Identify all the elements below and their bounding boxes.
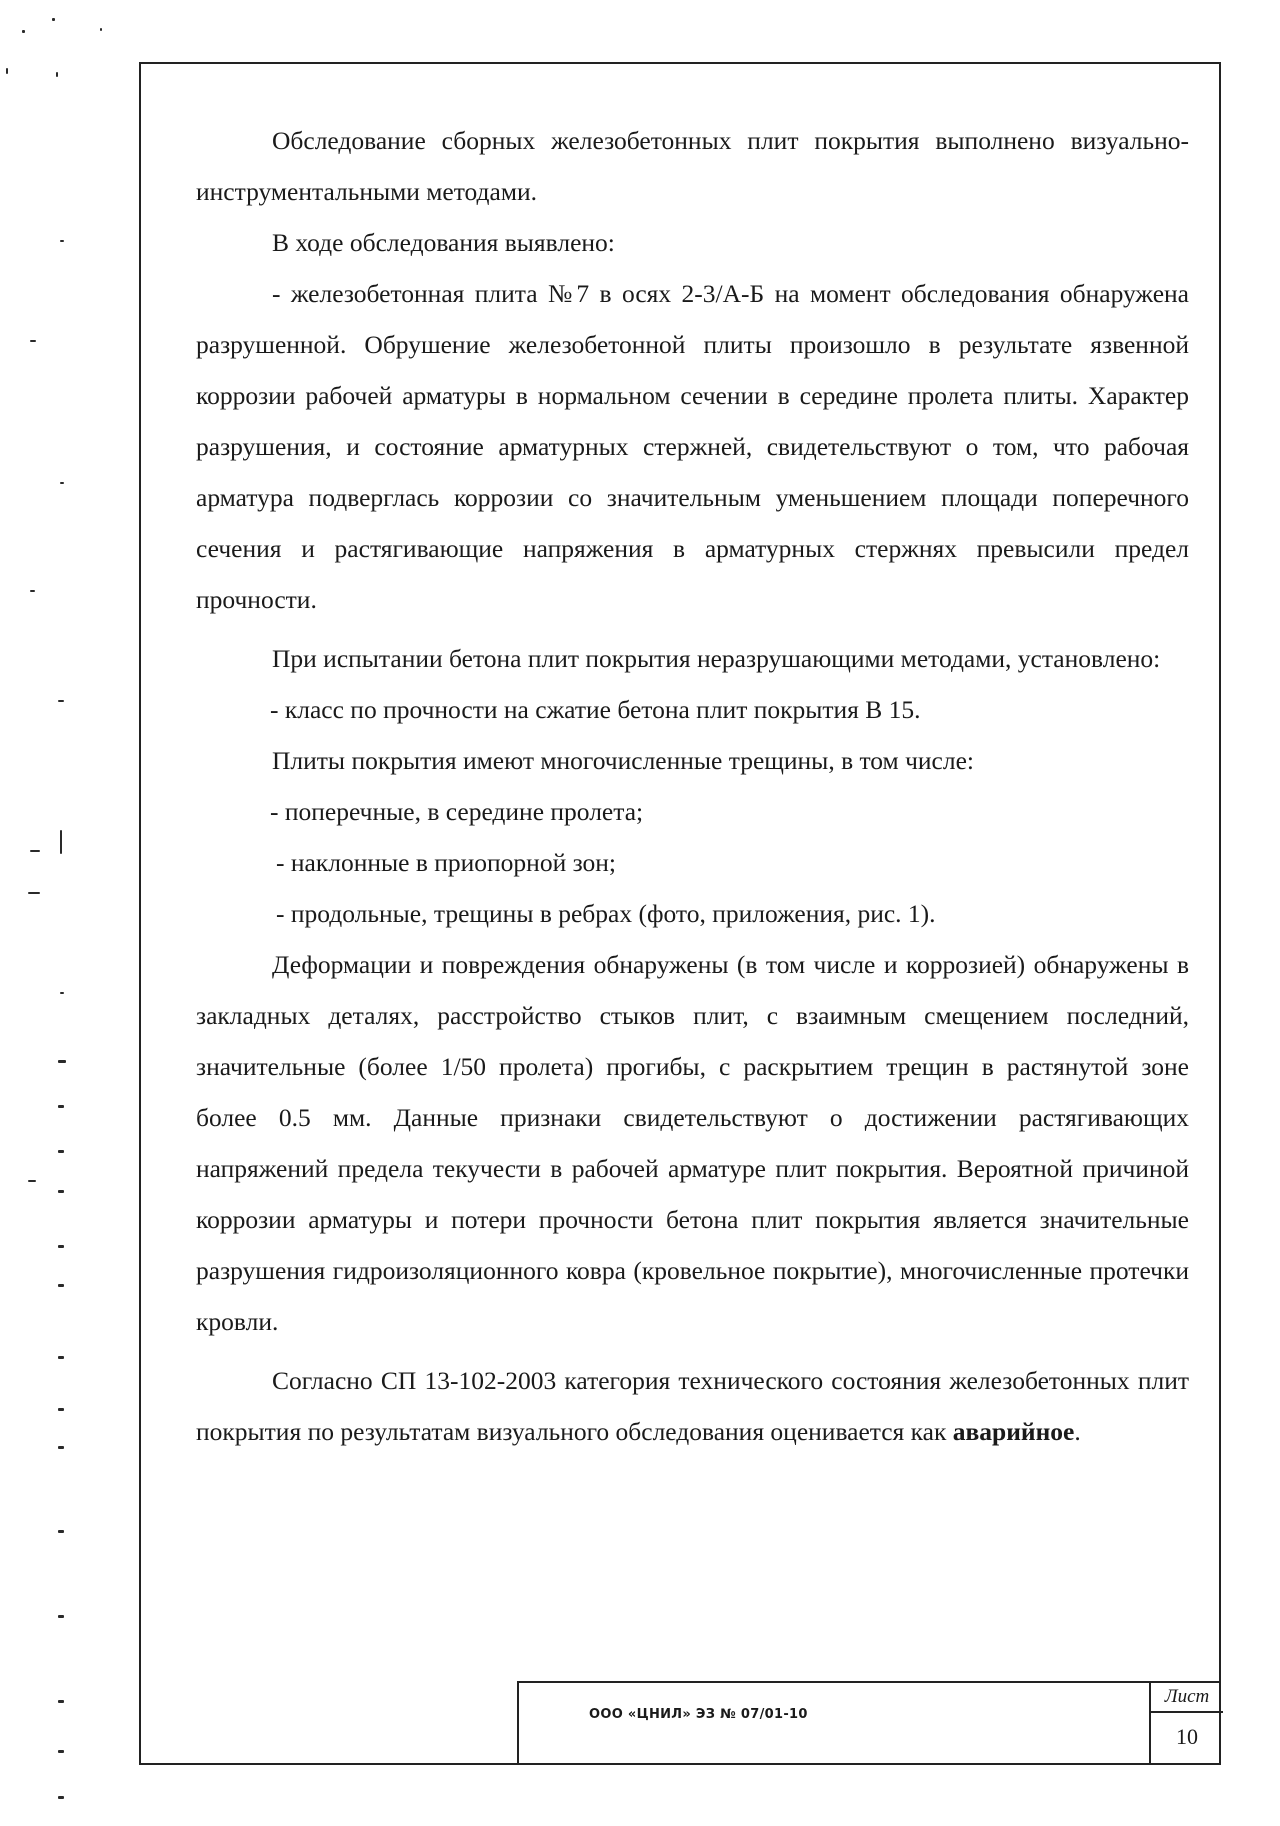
list-item-strength-class: - класс по прочности на сжатие бетона плит покрытия В 15. xyxy=(270,695,921,724)
list-item-transverse-cracks: - поперечные, в середине пролета; xyxy=(270,797,644,826)
document-body xyxy=(196,115,1189,1457)
stamp-organization: ООО «ЦНИЛ» ЭЗ № 07/01-10 xyxy=(589,1707,808,1722)
list-item-longitudinal-cracks: - продольные, трещины в ребрах (фото, приложения, рис. 1). xyxy=(276,899,936,928)
paragraph-conclusion xyxy=(196,1355,1189,1457)
paragraph-method: Обследование сборных железобетонных плит покрытия выполнено визуально-инструментальными методами. xyxy=(196,126,1189,206)
conclusion-end: . xyxy=(1074,1417,1081,1446)
list-item-inclined-cracks: - наклонные в приопорной зон; xyxy=(276,848,616,877)
paragraph-slab-collapse: - железобетонная плита №7 в осях 2-3/А-Б на момент обследования обнаружена разрушенной. Обрушение железобетонной плиты произошло в результате язвенной коррозии рабочей арматуры в нормальном сечении в середине пролета плиты. Характер разрушения, и состояние арматурных стержней, свидетельствуют о том, что рабочая арматура подверглась коррозии со значительным уменьшением площади поперечного сечения и растягивающие напряжения в арматурных стержнях превысили предел прочности. xyxy=(196,279,1189,614)
paragraph-cracks-intro: Плиты покрытия имеют многочисленные трещины, в том числе: xyxy=(272,746,974,775)
sheet-label: Лист xyxy=(1151,1683,1223,1713)
conclusion-status: аварийное xyxy=(952,1417,1075,1446)
paragraph-concrete-test: При испытании бетона плит покрытия неразрушающими методами, установлено: xyxy=(272,644,1161,673)
sheet-cell xyxy=(1149,1683,1223,1765)
title-block-stamp xyxy=(517,1681,1221,1765)
paragraph-deformations: Деформации и повреждения обнаружены (в том числе и коррозией) обнаружены в закладных деталях, расстройство стыков плит, с взаимным смещением последний, значительные (более 1/50 пролета) прогибы, с раскрытием трещин в растянутой зоне более 0.5 мм. Данные признаки свидетельствуют о достижении растягивающих напряжений предела текучести в рабочей арматуре плит покрытия. Вероятной причиной коррозии арматуры и потери прочности бетона плит покрытия является значительные разрушения гидроизоляционного ковра (кровельное покрытие), многочисленные протечки кровли. xyxy=(196,950,1189,1336)
sheet-number: 10 xyxy=(1176,1724,1198,1749)
paragraph-findings-intro: В ходе обследования выявлено: xyxy=(272,228,615,257)
conclusion-text: Согласно СП 13-102-2003 категория технического состояния железобетонных плит покрытия по результатам визуального обследования оценивается как xyxy=(196,1366,1189,1446)
